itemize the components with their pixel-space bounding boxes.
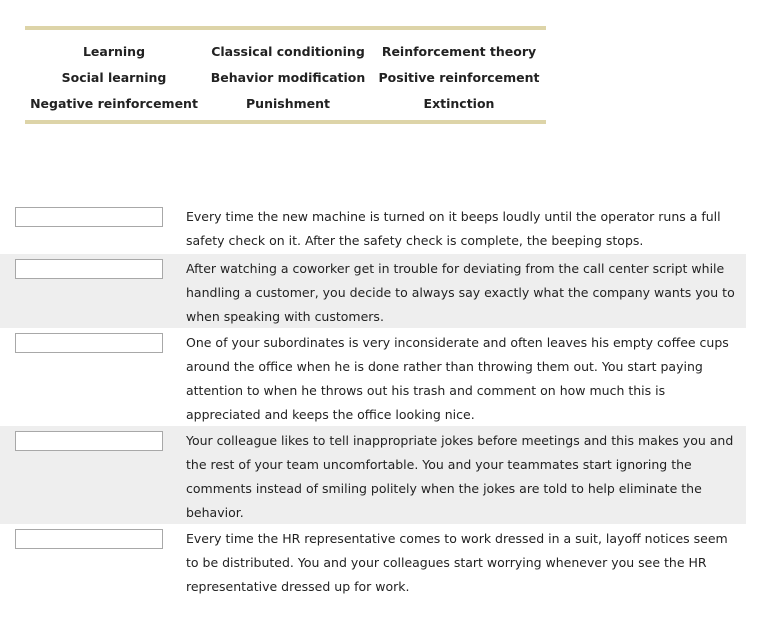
term-negative-reinforcement[interactable]: Negative reinforcement bbox=[30, 96, 198, 111]
matching-row bbox=[0, 328, 746, 426]
term-learning[interactable]: Learning bbox=[82, 44, 146, 59]
term-reinforcement-theory[interactable]: Reinforcement theory bbox=[381, 44, 537, 59]
answer-drop-box-2[interactable] bbox=[15, 259, 163, 279]
answer-drop-box-3[interactable] bbox=[15, 333, 163, 353]
answer-drop-box-5[interactable] bbox=[15, 529, 163, 549]
scenario-text: Every time the HR representative comes to work dressed in a suit, layoff notices seem to be distributed. You and your colleagues start worrying whenever you see the HR representative dressed up for work. bbox=[186, 531, 728, 594]
term-classical-conditioning[interactable]: Classical conditioning bbox=[211, 44, 365, 59]
answer-drop-box-1[interactable] bbox=[15, 207, 163, 227]
term-social-learning[interactable]: Social learning bbox=[61, 70, 167, 85]
scenario-text: Your colleague likes to tell inappropriate jokes before meetings and this makes you and the rest of your team uncomfortable. You and your teammates start ignoring the comments instead of smiling politely when the jokes are told to help eliminate the behavior. bbox=[186, 433, 734, 520]
matching-row bbox=[0, 524, 746, 598]
term-extinction[interactable]: Extinction bbox=[423, 96, 495, 111]
answer-drop-box-4[interactable] bbox=[15, 431, 163, 451]
term-punishment[interactable]: Punishment bbox=[246, 96, 330, 111]
matching-row bbox=[0, 202, 746, 254]
term-positive-reinforcement[interactable]: Positive reinforcement bbox=[378, 70, 540, 85]
word-bank bbox=[25, 26, 546, 124]
matching-row bbox=[0, 254, 746, 328]
matching-list bbox=[0, 202, 746, 598]
scenario-text: One of your subordinates is very inconsiderate and often leaves his empty coffee cups around the office when he is done rather than throwing them out. You start paying attention to when he throws out his trash and comment on how much this is appreciated and keeps the office looking nice. bbox=[186, 335, 729, 422]
matching-row bbox=[0, 426, 746, 524]
term-behavior-modification[interactable]: Behavior modification bbox=[210, 70, 366, 85]
scenario-text: Every time the new machine is turned on it beeps loudly until the operator runs a full safety check on it. After the safety check is complete, the beeping stops. bbox=[186, 209, 721, 248]
scenario-text: After watching a coworker get in trouble for deviating from the call center script while handling a customer, you decide to always say exactly what the company wants you to when speaking with customers. bbox=[186, 261, 735, 324]
